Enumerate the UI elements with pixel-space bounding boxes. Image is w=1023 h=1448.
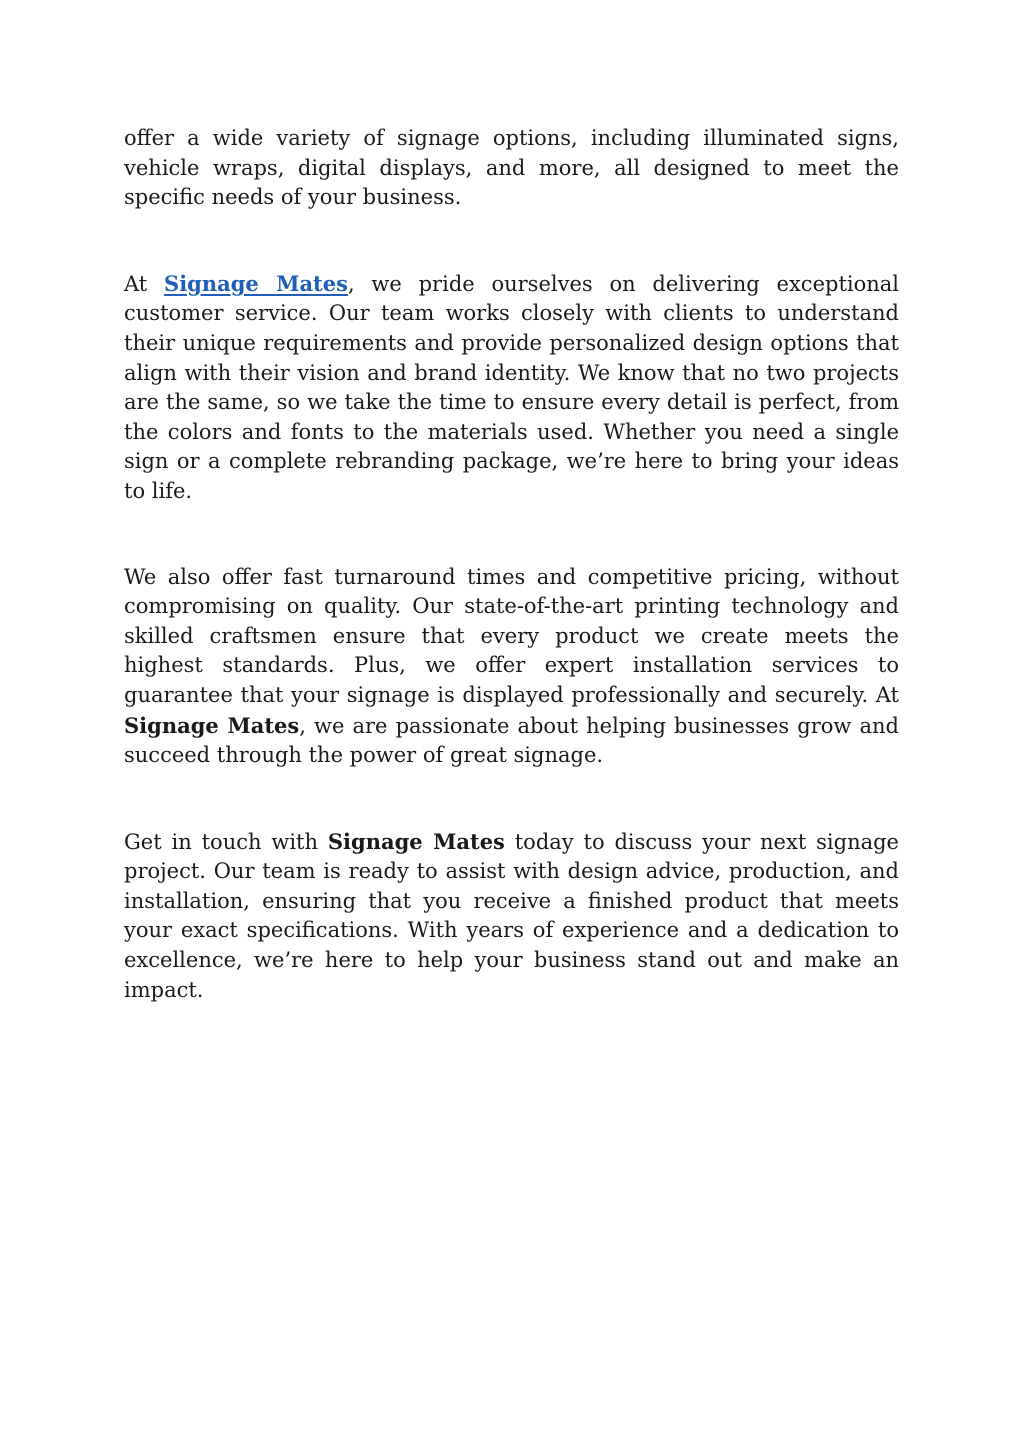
brand-name-bold: Signage Mates [327, 828, 505, 854]
signage-mates-link[interactable]: Signage Mates [164, 270, 348, 296]
paragraph-text-lead: Get in touch with [124, 829, 328, 854]
paragraph-text-lead: We also offer fast turnaround times and competitive pricing, without compromising on quality. Our state-of-the-art printing technology and skilled craftsmen ensure that every product we create meets the highest standards. Plus, we offer expert installation services to guarantee that your signage is displayed professionally and securely. At [124, 564, 899, 707]
document-body [124, 124, 899, 1005]
paragraph-customer-service [124, 269, 899, 507]
paragraph-turnaround-pricing [124, 563, 899, 771]
brand-name-bold: Signage Mates [124, 712, 300, 738]
paragraph-text-lead: At [124, 271, 165, 296]
paragraph-text-rest: , we are passionate about helping businesses grow and succeed through the power of great signage. [124, 713, 899, 768]
paragraph-get-in-touch [124, 827, 899, 1006]
paragraph-text-rest: , we pride ourselves on delivering exceptional customer service. Our team works closely with clients to understand their unique requirements and provide personalized design options that align with their vision and brand identity. We know that no two projects are the same, so we take the time to ensure every detail is perfect, from the colors and fonts to the materials used. Whether you need a single sign or a complete rebranding package, we’re here to bring your ideas to life. [124, 271, 899, 503]
paragraph-signage-options [124, 124, 899, 213]
paragraph-text-rest: today to discuss your next signage project. Our team is ready to assist with design advice, production, and installation, ensuring that you receive a finished product that meets your exact specifications. With years of experience and a dedication to excellence, we’re here to help your business stand out and make an impact. [124, 829, 899, 1002]
paragraph-text: offer a wide variety of signage options, including illuminated signs, vehicle wraps, digital displays, and more, all designed to meet the specific needs of your business. [124, 126, 899, 210]
